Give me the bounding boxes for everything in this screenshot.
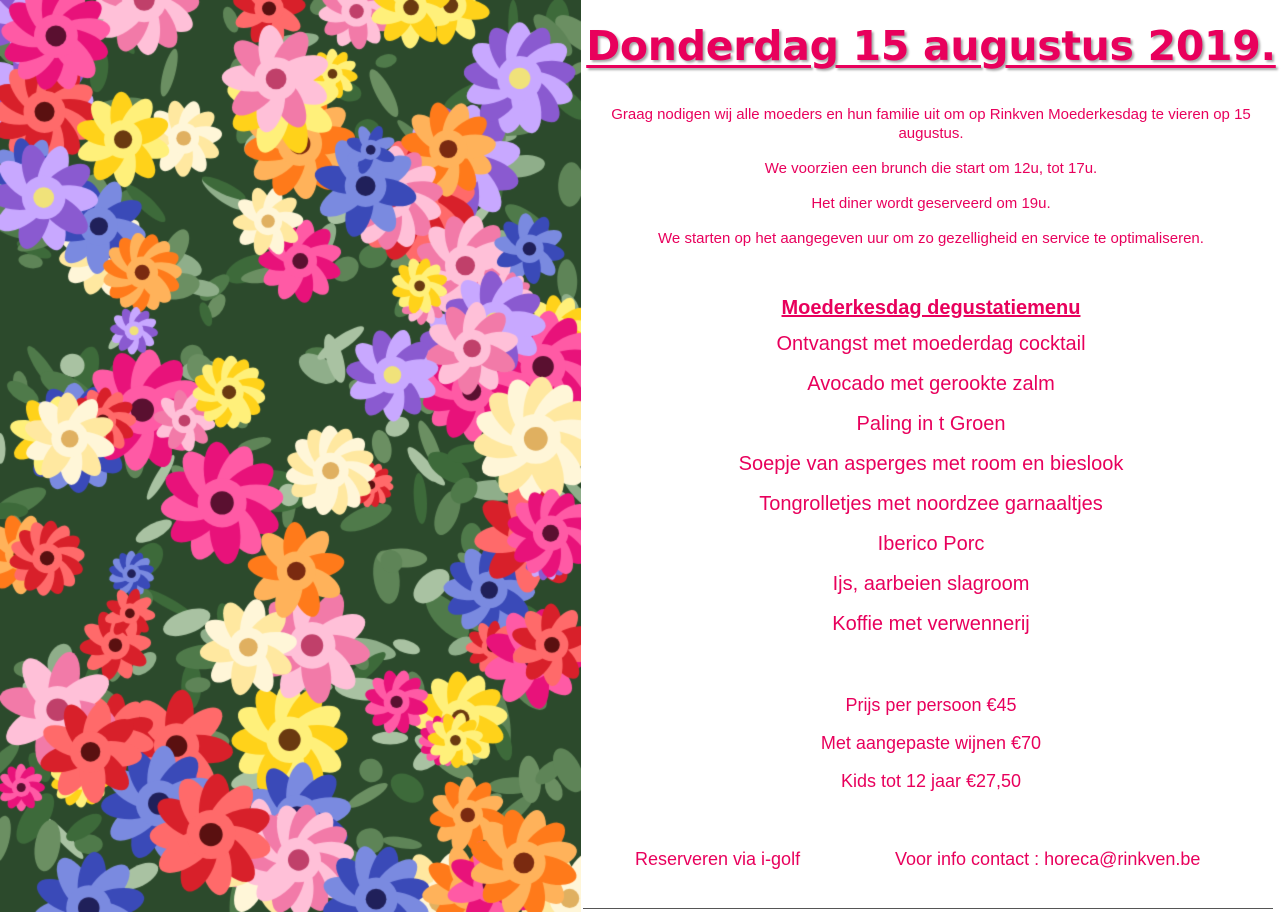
intro-paragraph: Het diner wordt geserveerd om 19u. — [811, 195, 1051, 212]
menu-item: Ijs, aarbeien slagroom — [832, 573, 1030, 595]
menu-item: Avocado met gerookte zalm — [807, 373, 1055, 395]
menu-item: Iberico Porc — [877, 533, 985, 555]
menu-item: Tongrolletjes met noordzee garnaaltjes — [759, 493, 1103, 515]
intro-paragraph: Graag nodigen wij alle moeders en hun familie uit om op Rinkven Moederkesdag te vieren op 15 augustus. — [611, 106, 1251, 142]
reservation-note: Reserveren via i-golf — [635, 849, 801, 869]
menu-heading: Moederkesdag degustatiemenu — [781, 297, 1081, 319]
menu-list — [583, 324, 1279, 644]
price-line: Kids tot 12 jaar €27,50 — [840, 771, 1022, 791]
bottom-divider — [583, 908, 1273, 909]
page-title: Donderdag 15 augustus 2019. — [586, 22, 1276, 70]
price-line: Met aangepaste wijnen €70 — [820, 733, 1042, 753]
flower-bouquet-photo — [0, 0, 581, 912]
intro-text — [603, 105, 1259, 264]
contact-info: Voor info contact : horeca@rinkven.be — [895, 849, 1201, 869]
menu-item: Paling in t Groen — [856, 413, 1006, 435]
tasting-menu — [583, 294, 1279, 644]
menu-item: Ontvangst met moederdag cocktail — [776, 333, 1086, 355]
menu-item: Soepje van asperges met room en bieslook — [738, 453, 1124, 475]
intro-paragraph: We starten op het aangegeven uur om zo gezelligheid en service te optimaliseren. — [658, 230, 1204, 247]
menu-item: Koffie met verwennerij — [832, 613, 1030, 635]
intro-paragraph: We voorzien een brunch die start om 12u, tot 17u. — [764, 160, 1098, 177]
price-list — [583, 690, 1279, 804]
price-line: Prijs per persoon €45 — [845, 695, 1017, 715]
invitation-panel — [583, 0, 1279, 912]
